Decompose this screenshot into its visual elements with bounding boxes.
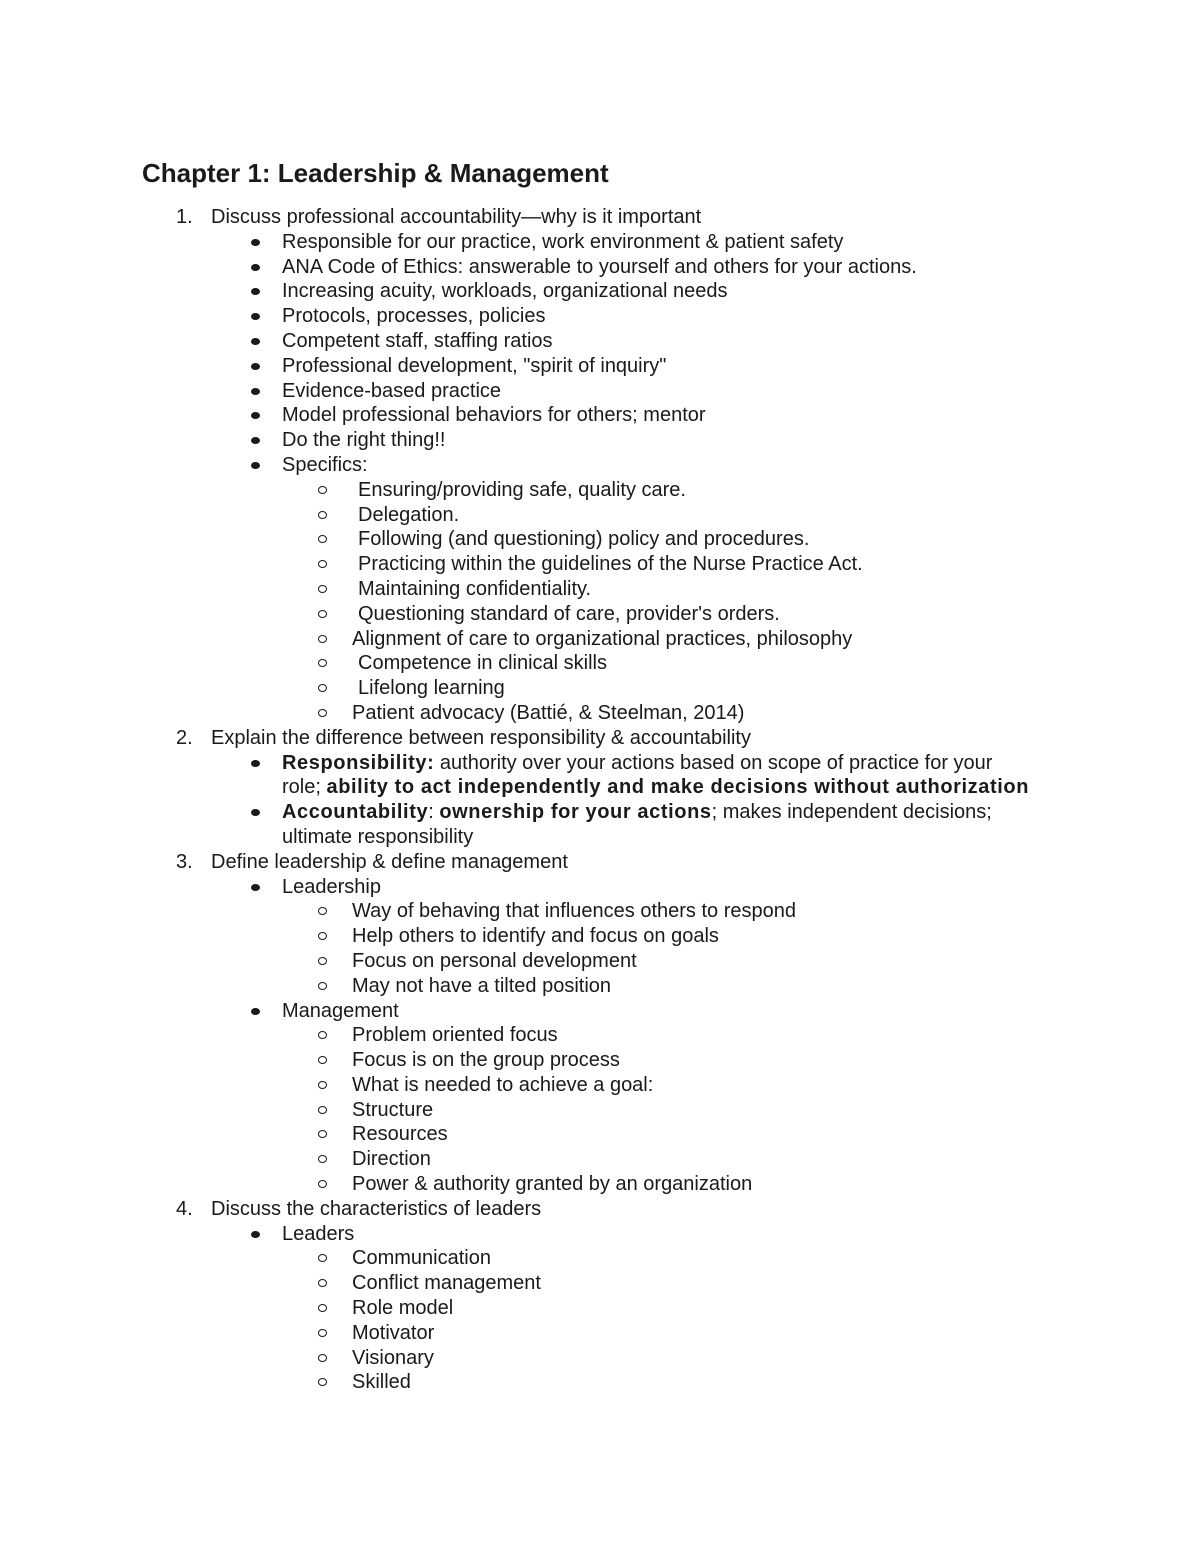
- list-item-q2: [0, 726, 1200, 751]
- list-item: Professional development, "spirit of inquiry": [0, 354, 1200, 379]
- circle-bullet-icon: [318, 659, 327, 667]
- circle-bullet-icon: [318, 486, 327, 494]
- circle-bullet-icon: [318, 1329, 327, 1337]
- chapter-title: Chapter 1: Leadership & Management: [142, 158, 609, 188]
- sub-list-item: Motivator: [0, 1321, 1200, 1346]
- bullet-icon: [251, 462, 260, 469]
- circle-bullet-icon: [318, 684, 327, 692]
- circle-bullet-icon: [318, 585, 327, 593]
- emphasis-text: ownership for your actions: [439, 801, 712, 824]
- sub-list-item: Focus on personal development: [0, 949, 1200, 974]
- term-accountability: Accountability: [282, 801, 429, 824]
- term-responsibility: Responsibility:: [282, 751, 435, 774]
- list-item-leadership: Leadership: [0, 875, 1200, 900]
- sub-list-item: Communication: [0, 1246, 1200, 1271]
- sub-list-item: Role model: [0, 1296, 1200, 1321]
- bullet-icon: [251, 412, 260, 419]
- list-item-continuation: ultimate responsibility: [282, 825, 474, 848]
- list-item: ANA Code of Ethics: answerable to yourself and others for your actions.: [0, 255, 1200, 280]
- circle-bullet-icon: [318, 1081, 327, 1089]
- circle-bullet-icon: [318, 1254, 327, 1262]
- circle-bullet-icon: [318, 635, 327, 643]
- bullet-icon: [251, 288, 260, 295]
- sub-list-item: Help others to identify and focus on goals: [0, 924, 1200, 949]
- sub-list-item: Visionary: [0, 1346, 1200, 1371]
- sub-list-item: Conflict management: [0, 1271, 1200, 1296]
- list-item-q1: [0, 205, 1200, 230]
- circle-bullet-icon: [318, 1354, 327, 1362]
- circle-bullet-icon: [318, 560, 327, 568]
- list-item: Model professional behaviors for others; mentor: [0, 403, 1200, 428]
- sub-list-item: Focus is on the group process: [0, 1048, 1200, 1073]
- list-item: Evidence-based practice: [0, 379, 1200, 404]
- sub-list-item: Problem oriented focus: [0, 1023, 1200, 1048]
- bullet-icon: [251, 760, 260, 767]
- bullet-icon: [251, 313, 260, 320]
- list-item-q4: [0, 1197, 1200, 1222]
- sub-list-item: Structure: [0, 1098, 1200, 1123]
- circle-bullet-icon: [318, 932, 327, 940]
- circle-bullet-icon: [318, 1031, 327, 1039]
- item-text: Explain the difference between responsibility & accountability: [211, 726, 751, 749]
- outline-list: [0, 205, 1200, 1395]
- circle-bullet-icon: [318, 610, 327, 618]
- circle-bullet-icon: [318, 535, 327, 543]
- bullet-icon: [251, 437, 260, 444]
- circle-bullet-icon: [318, 1304, 327, 1312]
- sub-list-item: Alignment of care to organizational practices, philosophy: [0, 627, 1200, 652]
- sub-list-item: Questioning standard of care, provider's orders.: [0, 602, 1200, 627]
- circle-bullet-icon: [318, 709, 327, 717]
- circle-bullet-icon: [318, 1106, 327, 1114]
- list-item: Do the right thing!!: [0, 428, 1200, 453]
- list-item-responsibility: [0, 751, 1200, 776]
- sub-list-item: May not have a tilted position: [0, 974, 1200, 999]
- sub-list-item: Following (and questioning) policy and procedures.: [0, 527, 1200, 552]
- list-item: Specifics:: [0, 453, 1200, 478]
- bullet-icon: [251, 264, 260, 271]
- sub-list-item: Lifelong learning: [0, 676, 1200, 701]
- bullet-icon: [251, 388, 260, 395]
- circle-bullet-icon: [318, 907, 327, 915]
- bullet-icon: [251, 239, 260, 246]
- sub-list-item: Maintaining confidentiality.: [0, 577, 1200, 602]
- item-text: Discuss the characteristics of leaders: [211, 1197, 542, 1220]
- item-number: 1.: [176, 206, 193, 228]
- list-item-accountability: Accountability: ownership for your actions; makes independent decisions;: [0, 800, 1200, 825]
- definition-text: authority over your actions based on scope of practice for your: [434, 751, 993, 774]
- list-item: Increasing acuity, workloads, organizational needs: [0, 279, 1200, 304]
- bullet-icon: [251, 363, 260, 370]
- sub-list-item: Practicing within the guidelines of the Nurse Practice Act.: [0, 552, 1200, 577]
- list-item-continuation: role; ability to act independently and make decisions without authorization: [282, 776, 1030, 799]
- item-number: 2.: [176, 726, 193, 749]
- bullet-icon: [251, 338, 260, 345]
- item-number: 4.: [176, 1197, 193, 1220]
- circle-bullet-icon: [318, 1155, 327, 1163]
- circle-bullet-icon: [318, 1180, 327, 1188]
- sub-list-item: Resources: [0, 1122, 1200, 1147]
- list-item-q3: [0, 850, 1200, 875]
- list-item-management: Management: [0, 999, 1200, 1024]
- item-text: Define leadership & define management: [211, 850, 568, 873]
- sub-list-item: Ensuring/providing safe, quality care.: [0, 478, 1200, 503]
- emphasis-text: ability to act independently and make decisions without authorization: [326, 776, 1030, 799]
- circle-bullet-icon: [318, 511, 327, 519]
- sub-list-item: Competence in clinical skills: [0, 651, 1200, 676]
- circle-bullet-icon: [318, 1378, 327, 1386]
- circle-bullet-icon: [318, 1279, 327, 1287]
- circle-bullet-icon: [318, 1056, 327, 1064]
- circle-bullet-icon: [318, 982, 327, 990]
- sub-list-item: Direction: [0, 1147, 1200, 1172]
- circle-bullet-icon: [318, 957, 327, 965]
- item-text: Discuss professional accountability—why is it important: [211, 206, 702, 228]
- list-item: Competent staff, staffing ratios: [0, 329, 1200, 354]
- bullet-icon: [251, 809, 260, 816]
- bullet-icon: [251, 884, 260, 891]
- sub-list-item: Patient advocacy (Battié, & Steelman, 2014): [0, 701, 1200, 726]
- sub-list-item: Delegation.: [0, 503, 1200, 528]
- list-item: Protocols, processes, policies: [0, 304, 1200, 329]
- sub-list-item: Skilled: [0, 1370, 1200, 1395]
- sub-list-item: Way of behaving that influences others to respond: [0, 899, 1200, 924]
- item-number: 3.: [176, 850, 193, 873]
- sub-list-item: What is needed to achieve a goal:: [0, 1073, 1200, 1098]
- list-item-leaders: Leaders: [0, 1222, 1200, 1247]
- list-item: Responsible for our practice, work environment & patient safety: [0, 230, 1200, 255]
- sub-list-item: Power & authority granted by an organization: [0, 1172, 1200, 1197]
- bullet-icon: [251, 1008, 260, 1015]
- bullet-icon: [251, 1231, 260, 1238]
- circle-bullet-icon: [318, 1130, 327, 1138]
